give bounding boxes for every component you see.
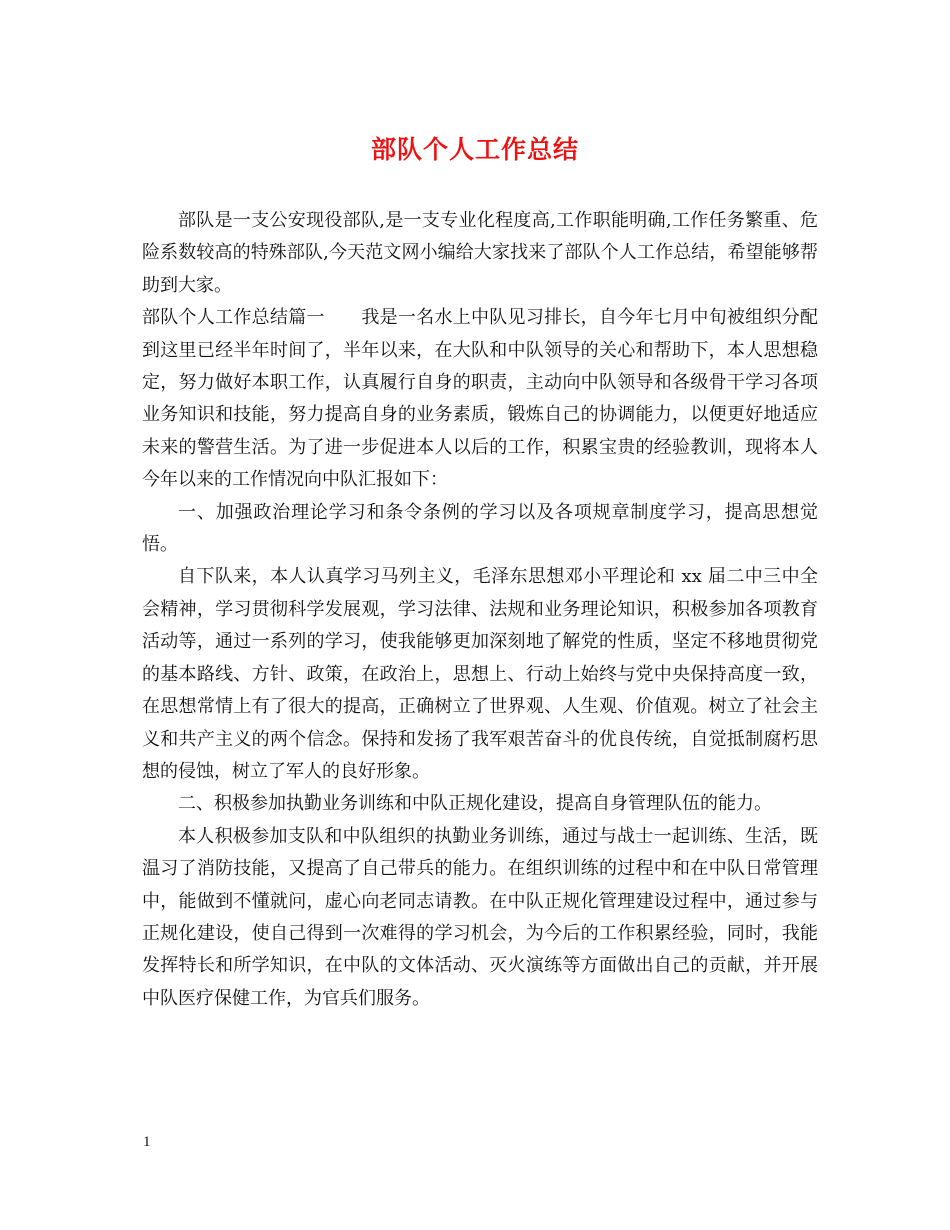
heading-political-study: 一、加强政治理论学习和条令条例的学习以及各项规章制度学习，提高思想觉悟。 bbox=[142, 501, 818, 556]
duty-training-paragraph: 本人积极参加支队和中队组织的执勤业务训练，通过与战士一起训练、生活，既温习了消防技能，又提高了自己带兵的能力。在组织训练的过程中和在中队日常管理中，能做到不懂就问，虚心向老同志请教。在中队正规化管理建设过程中，通过参与正规化建设，使自己得到一次难得的学习机会，为今后的工作积累经验，同时，我能发挥特长和所学知识，在中队的文体活动、灭火演练等方面做出自己的贡献，并开展中队医疗保健工作，为官兵们服务。 bbox=[142, 825, 818, 1009]
document-title: 部队个人工作总结 bbox=[370, 135, 579, 164]
intro-paragraph: 部队是一支公安现役部队,是一支专业化程度高,工作职能明确,工作任务繁重、危险系数较高的特殊部队,今天范文网小编给大家找来了部队个人工作总结，希望能够帮助到大家。 bbox=[142, 210, 818, 296]
heading-duty-training: 二、积极参加执勤业务训练和中队正规化建设，提高自身管理队伍的能力。 bbox=[178, 793, 772, 815]
document-body bbox=[142, 205, 818, 1015]
political-study-paragraph: 自下队来，本人认真学习马列主义，毛泽东思想邓小平理论和 xx 届二中三中全会精神，学习贯彻科学发展观，学习法律、法规和业务理论知识，积极参加各项教育活动等，通过一系列的学习，使我能够更加深刻地了解党的性质，坚定不移地贯彻党的基本路线、方针、政策，在政治上，思想上、行动上始终与党中央保持高度一致，在思想常情上有了很大的提高，正确树立了世界观、人生观、价值观。树立了社会主义和共产主义的两个信念。保持和发扬了我军艰苦奋斗的优良传统，自觉抵制腐朽思想的侵蚀，树立了军人的良好形象。 bbox=[142, 566, 818, 782]
section-one-paragraph: 部队个人工作总结篇一 我是一名水上中队见习排长，自今年七月中旬被组织分配到这里已经半年时间了，半年以来，在大队和中队领导的关心和帮助下，本人思想稳定，努力做好本职工作，认真履行自身的职责，主动向中队领导和各级骨干学习各项业务知识和技能，努力提高自身的业务素质，锻炼自己的协调能力，以便更好地适应未来的警营生活。为了进一步促进本人以后的工作，积累宝贵的经验教训，现将本人今年以来的工作情况向中队汇报如下： bbox=[142, 307, 818, 491]
page-number: 1 bbox=[143, 1134, 151, 1150]
